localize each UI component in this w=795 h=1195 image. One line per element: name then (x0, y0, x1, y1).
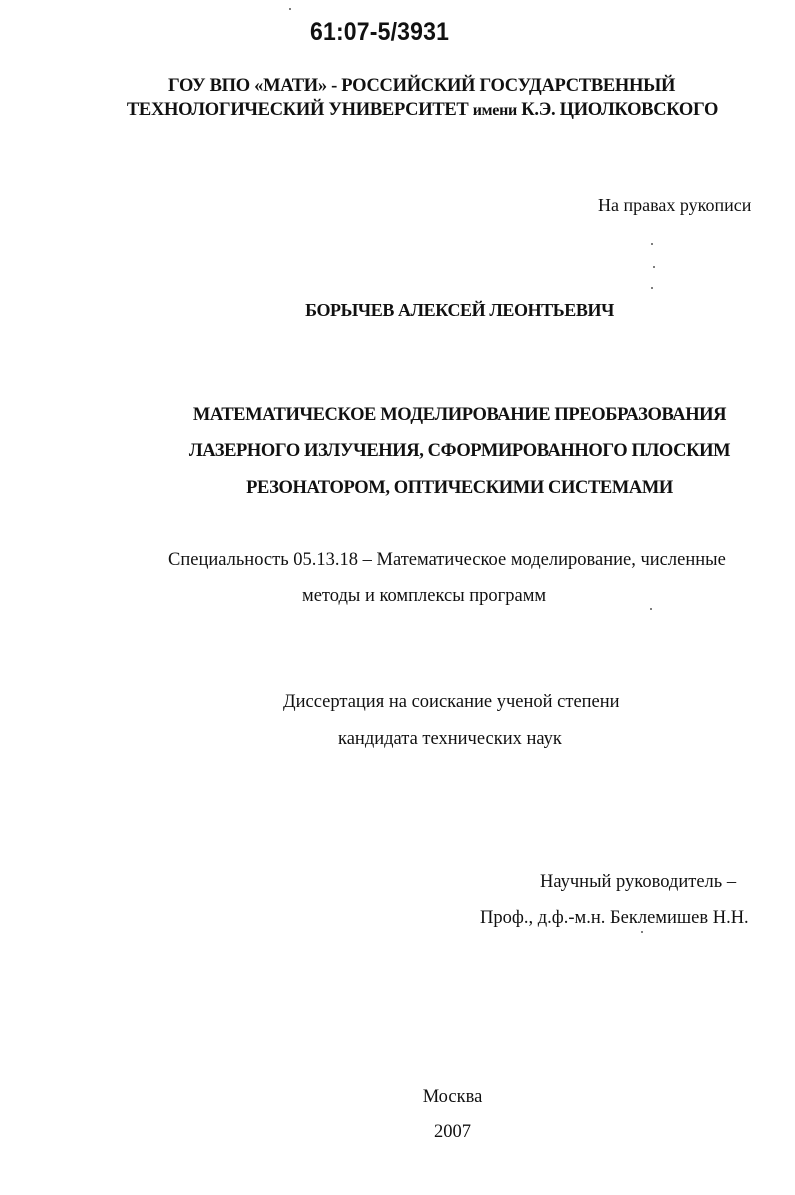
scan-speck (653, 266, 655, 268)
advisor-line-1: Научный руководитель – (540, 872, 737, 892)
author-name: БОРЫЧЕВ АЛЕКСЕЙ ЛЕОНТЬЕВИЧ (305, 300, 614, 320)
scan-speck (641, 931, 643, 933)
organization-line-2-main: ТЕХНОЛОГИЧЕСКИЙ УНИВЕРСИТЕТ (126, 100, 473, 120)
scan-speck (650, 608, 652, 610)
organization-line-2-end: К.Э. ЦИОЛКОВСКОГО (516, 100, 719, 120)
specialty-line-1: Специальность 05.13.18 – Математическое моделирование, численные (168, 550, 726, 570)
scan-speck (651, 243, 653, 245)
title-line-2: ЛАЗЕРНОГО ИЗЛУЧЕНИЯ, СФОРМИРОВАННОГО ПЛОСКИМ (188, 441, 731, 461)
scan-speck (289, 8, 291, 10)
year: 2007 (434, 1122, 471, 1142)
organization-line-1: ГОУ ВПО «МАТИ» - РОССИЙСКИЙ ГОСУДАРСТВЕННЫЙ (167, 76, 676, 96)
scan-speck (651, 287, 653, 289)
city: Москва (422, 1087, 483, 1107)
advisor-line-2: Проф., д.ф.-м.н. Беклемишев Н.Н. (480, 908, 749, 928)
organization-line-2-small: имени (472, 102, 517, 119)
dissertation-line-2: кандидата технических наук (338, 729, 562, 749)
title-line-1: МАТЕМАТИЧЕСКОЕ МОДЕЛИРОВАНИЕ ПРЕОБРАЗОВАНИЯ (192, 405, 727, 425)
dissertation-line-1: Диссертация на соискание ученой степени (283, 692, 620, 712)
organization-line-2 (0, 100, 795, 121)
specialty-line-2: методы и комплексы программ (302, 586, 547, 606)
rights-note: На правах рукописи (598, 195, 752, 215)
catalog-code: 61:07-5/3931 (310, 18, 450, 46)
title-line-3: РЕЗОНАТОРОМ, ОПТИЧЕСКИМИ СИСТЕМАМИ (246, 478, 673, 498)
